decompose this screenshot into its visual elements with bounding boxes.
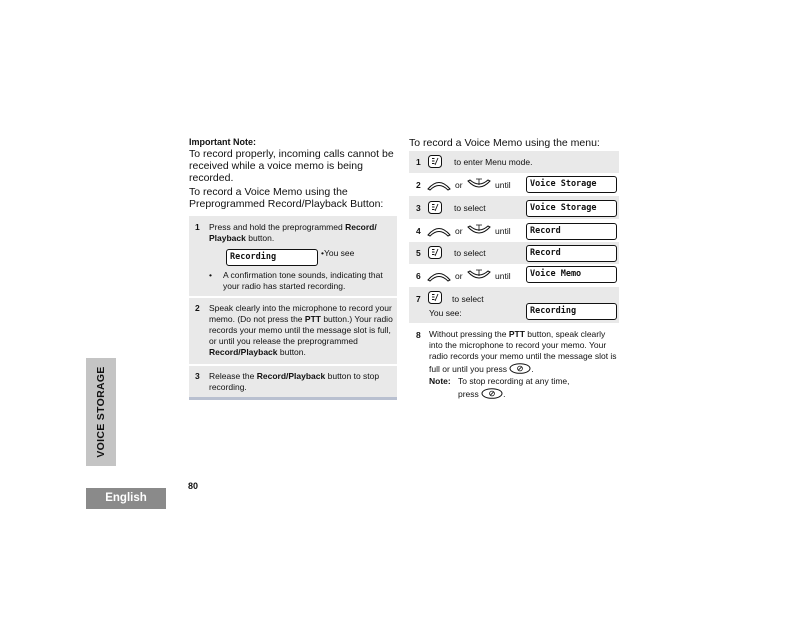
step-text: to enter Menu mode. xyxy=(454,157,533,167)
note-text: To stop recording at any time, xyxy=(458,376,570,386)
step-number: 6 xyxy=(416,271,421,281)
menu-select-button-icon xyxy=(428,155,442,168)
note-label: Note: xyxy=(429,376,451,386)
step-text: Press and hold the preprogrammed Record/ Playback button. xyxy=(209,222,377,243)
step-number: 5 xyxy=(416,248,421,258)
step-text: until xyxy=(495,180,511,190)
step-number: 1 xyxy=(416,157,421,167)
scroll-down-button-icon xyxy=(467,178,491,191)
menu-step-row xyxy=(409,219,619,242)
step-text: to select xyxy=(454,203,486,213)
left-steps-box xyxy=(189,216,397,400)
scroll-up-button-icon xyxy=(427,225,451,237)
step-number: 1 xyxy=(195,222,200,232)
step-number: 7 xyxy=(416,294,421,304)
end-button-icon xyxy=(481,388,503,399)
note-text: press . xyxy=(458,389,506,399)
display-screen: Voice Memo xyxy=(526,266,617,283)
menu-select-button-icon xyxy=(428,246,442,259)
divider xyxy=(189,296,397,298)
step-text: to select xyxy=(454,248,486,258)
display-screen: Voice Storage xyxy=(526,200,617,217)
step-text: Without pressing the PTT button, speak clearly into the microphone to record your memo. Your radio records your memo until the message slot is full or until you press . xyxy=(429,329,617,374)
step-number: 3 xyxy=(195,371,200,381)
scroll-down-button-icon xyxy=(467,224,491,237)
left-intro: To record a Voice Memo using the Preprogrammed Record/Playback Button: xyxy=(189,186,384,210)
scroll-down-button-icon xyxy=(467,269,491,282)
section-tab xyxy=(86,358,116,466)
end-button-icon xyxy=(509,363,531,374)
step-text: Speak clearly into the microphone to record your memo. (Do not press the PTT button.) Your radio records your memo until the message slot is full, or until you release the preprogrammed Record/Playback button. xyxy=(209,303,393,357)
display-screen: Recording xyxy=(526,303,617,320)
menu-step-row xyxy=(409,151,619,173)
right-intro: To record a Voice Memo using the menu: xyxy=(409,137,600,149)
step-number: 2 xyxy=(195,303,200,313)
step-text: to select xyxy=(452,294,484,304)
menu-select-button-icon xyxy=(428,291,442,304)
or-text: or xyxy=(455,180,463,190)
important-note-text: To record properly, incoming calls cannot be received while a voice memo is being recorded. xyxy=(189,148,394,184)
display-screen: Recording xyxy=(226,249,318,266)
bullet-text: A confirmation tone sounds, indicating that your radio has started recording. xyxy=(223,270,383,291)
bullet: • xyxy=(209,270,212,280)
scroll-up-button-icon xyxy=(427,270,451,282)
step-number: 4 xyxy=(416,226,421,236)
step-text: until xyxy=(495,271,511,281)
step-text: Release the Record/Playback button to stop recording. xyxy=(209,371,380,392)
you-see-text: •You see xyxy=(321,248,355,258)
you-see-text: You see: xyxy=(429,308,462,318)
step-number: 2 xyxy=(416,180,421,190)
language-tab: English xyxy=(86,488,166,509)
or-text: or xyxy=(455,226,463,236)
page-number: 80 xyxy=(188,481,199,491)
important-note-label: Important Note: xyxy=(189,137,256,147)
menu-step-row xyxy=(409,196,619,219)
menu-step-row xyxy=(409,242,619,264)
menu-step-row xyxy=(409,287,619,323)
display-screen: Record xyxy=(526,223,617,240)
step-text: until xyxy=(495,226,511,236)
menu-step-row xyxy=(409,173,619,196)
step-number: 8 xyxy=(416,330,421,340)
step-number: 3 xyxy=(416,203,421,213)
scroll-up-button-icon xyxy=(427,179,451,191)
menu-select-button-icon xyxy=(428,201,442,214)
divider xyxy=(189,364,397,366)
menu-step-row xyxy=(409,264,619,287)
or-text: or xyxy=(455,271,463,281)
display-screen: Record xyxy=(526,245,617,262)
section-tab-label: VOICE STORAGE xyxy=(95,366,107,458)
display-screen: Voice Storage xyxy=(526,176,617,193)
